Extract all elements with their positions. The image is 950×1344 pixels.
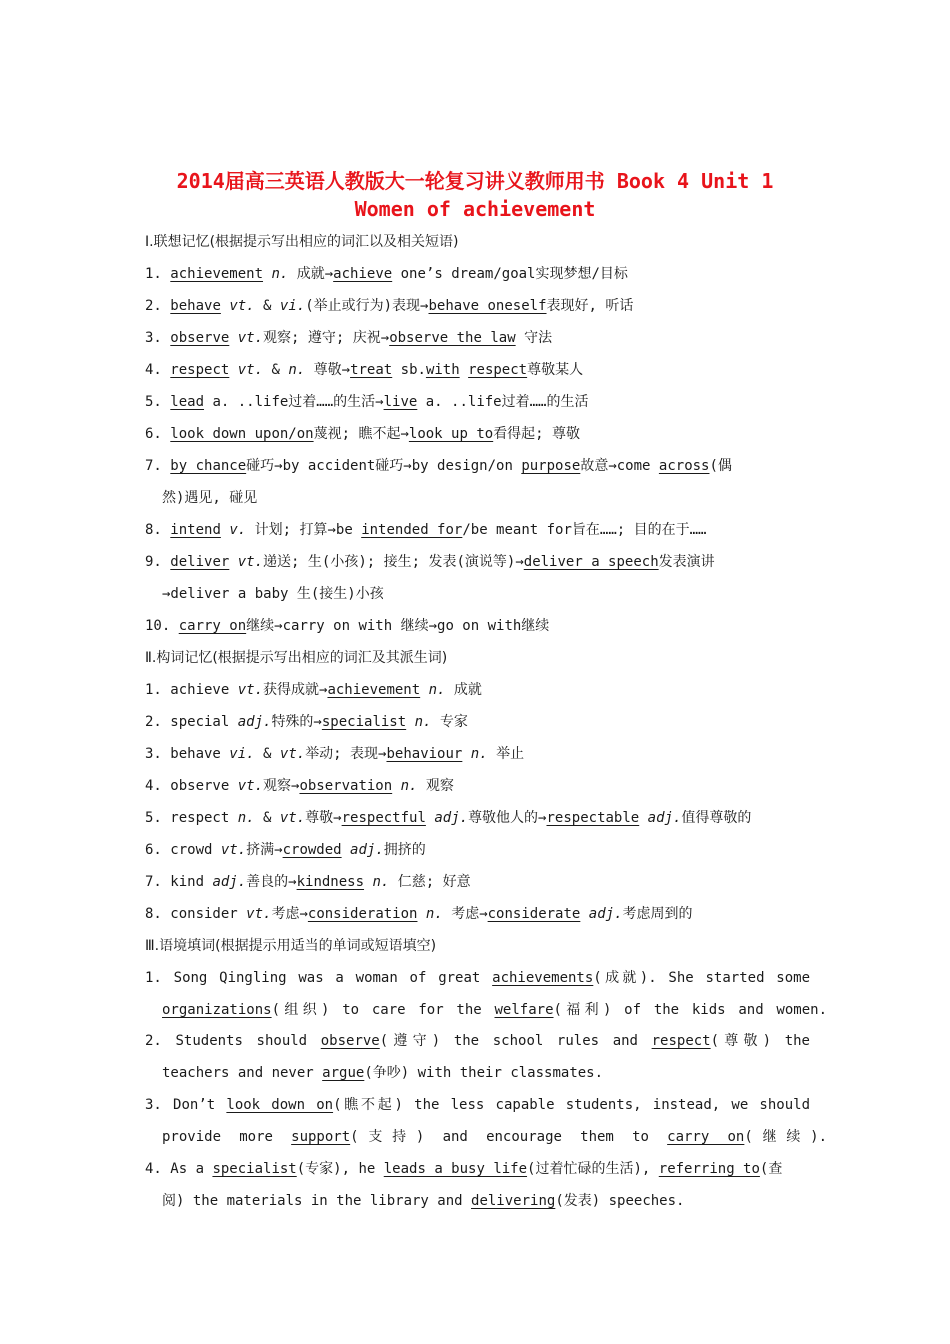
- text-span: Ⅲ.语境填词(根据提示用适当的单词或短语填空): [145, 938, 437, 954]
- part-of-speech: adj.: [434, 810, 469, 826]
- text-line: [162, 1127, 827, 1149]
- text-span: 3. behave: [145, 746, 230, 762]
- text-span: →deliver a baby 生(接生)小孩: [162, 586, 384, 602]
- answer-blank: lead: [170, 394, 205, 410]
- text-span: (支持) and encourage them to: [350, 1129, 668, 1145]
- answer-blank: leads a busy life: [383, 1161, 528, 1177]
- answer-blank: achievement: [170, 266, 264, 282]
- text-span: 5. respect: [145, 810, 238, 826]
- part-of-speech: vt.: [279, 746, 306, 762]
- part-of-speech: n.: [372, 874, 390, 890]
- text-span: 蔑视; 瞧不起→: [313, 426, 409, 442]
- answer-blank: intend: [170, 522, 221, 538]
- answer-blank: observe: [320, 1033, 380, 1049]
- answer-blank: by chance: [170, 458, 247, 474]
- answer-blank: purpose: [521, 458, 581, 474]
- part-of-speech: vt.: [246, 906, 272, 922]
- part-of-speech: vt.: [237, 778, 264, 794]
- text-span: 4.: [145, 362, 171, 378]
- text-line: [145, 872, 810, 894]
- text-span: 1.: [145, 266, 171, 282]
- part-of-speech: n.: [237, 810, 255, 826]
- text-span: (继续).: [744, 1129, 827, 1145]
- text-span: 然)遇见, 碰见: [162, 490, 258, 506]
- text-span: [639, 810, 647, 826]
- text-line: [145, 328, 810, 350]
- text-span: (发表) speeches.: [555, 1193, 685, 1209]
- text-span: (查: [759, 1161, 783, 1177]
- text-line: [145, 840, 810, 862]
- text-line: [145, 680, 810, 702]
- text-span: 3.: [145, 330, 171, 346]
- answer-blank: consideration: [307, 906, 418, 922]
- part-of-speech: n.: [425, 906, 443, 922]
- text-span: 尊敬某人: [527, 362, 584, 378]
- text-line: [145, 296, 810, 318]
- text-line: [145, 1159, 810, 1181]
- text-span: /be meant for旨在……; 目的在于……: [462, 522, 707, 538]
- text-line: [145, 744, 810, 766]
- text-span: [460, 362, 468, 378]
- text-span: 尊敬他人的→: [468, 810, 547, 826]
- part-of-speech: vi.: [229, 746, 255, 762]
- text-line: [145, 424, 810, 446]
- title-line-2: Women of achievement: [354, 197, 596, 221]
- part-of-speech: adj.: [237, 714, 272, 730]
- text-span: 故意→come: [580, 458, 659, 474]
- part-of-speech: n.: [400, 778, 418, 794]
- answer-blank: look up to: [408, 426, 494, 442]
- part-of-speech: adj.: [212, 874, 247, 890]
- answer-blank: deliver: [170, 554, 230, 570]
- text-span: 专家: [431, 714, 468, 730]
- text-span: 2. Students should: [145, 1033, 321, 1049]
- part-of-speech: n.: [288, 362, 306, 378]
- text-span: &: [254, 810, 280, 826]
- text-line: [145, 552, 810, 574]
- text-span: 阅) the materials in the library and: [162, 1193, 472, 1209]
- text-line: [162, 1191, 827, 1213]
- answer-blank: respect: [170, 362, 230, 378]
- text-line: [145, 808, 810, 830]
- text-line: [162, 1000, 827, 1022]
- text-span: &: [254, 298, 280, 314]
- text-span: (组织) to care for the: [271, 1002, 495, 1018]
- text-span: 观察→: [263, 778, 300, 794]
- text-line: [145, 1031, 810, 1053]
- text-line: [145, 1095, 810, 1117]
- text-span: 值得尊敬的: [681, 810, 752, 826]
- answer-blank: look down upon/on: [170, 426, 314, 442]
- text-span: a. ..life过着……的生活→: [204, 394, 384, 410]
- text-span: [342, 842, 350, 858]
- part-of-speech: n.: [271, 266, 289, 282]
- section-heading: [145, 648, 810, 670]
- text-span: Ⅱ.构词记忆(根据提示写出相应的词汇及其派生词): [145, 650, 448, 666]
- text-line: [145, 776, 810, 798]
- text-span: 举动; 表现→: [305, 746, 387, 762]
- part-of-speech: vt.: [279, 810, 306, 826]
- text-span: 7.: [145, 458, 171, 474]
- text-span: 守法: [515, 330, 553, 346]
- section-heading: [145, 936, 810, 958]
- answer-blank: across: [658, 458, 710, 474]
- answer-blank: referring to: [658, 1161, 760, 1177]
- text-span: [392, 778, 400, 794]
- answer-blank: crowded: [282, 842, 342, 858]
- text-span: [229, 330, 237, 346]
- answer-blank: respect: [651, 1033, 711, 1049]
- answer-blank: with: [425, 362, 460, 378]
- text-span: 发表演讲: [658, 554, 715, 570]
- answer-blank: argue: [322, 1065, 365, 1081]
- text-span: (成就). She started some: [593, 970, 811, 986]
- text-span: 仁慈; 好意: [389, 874, 471, 890]
- answer-blank: carry on: [667, 1129, 745, 1145]
- text-span: (争吵) with their classmates.: [364, 1065, 604, 1081]
- text-span: 4. observe: [145, 778, 238, 794]
- answer-blank: observe: [170, 330, 230, 346]
- answer-blank: welfare: [494, 1002, 554, 1018]
- part-of-speech: v.: [229, 522, 247, 538]
- text-line: [145, 392, 810, 414]
- title-line-1: 2014届高三英语人教版大一轮复习讲义教师用书 Book 4 Unit 1: [176, 169, 774, 193]
- part-of-speech: vi.: [279, 298, 306, 314]
- answer-blank: intended for: [361, 522, 463, 538]
- text-span: 递送; 生(小孩); 接生; 发表(演说等)→: [263, 554, 524, 570]
- answer-blank: treat: [350, 362, 393, 378]
- answer-blank: specialist: [321, 714, 407, 730]
- text-span: a. ..life过着……的生活: [417, 394, 589, 410]
- answer-blank: kindness: [296, 874, 365, 890]
- answer-blank: observation: [299, 778, 393, 794]
- text-span: (专家), he: [296, 1161, 384, 1177]
- answer-blank: organizations: [162, 1002, 272, 1018]
- text-line: [145, 968, 810, 990]
- text-span: [229, 554, 237, 570]
- text-span: [420, 682, 428, 698]
- part-of-speech: n.: [414, 714, 432, 730]
- part-of-speech: vt.: [237, 330, 264, 346]
- text-span: (过着忙碌的生活),: [527, 1161, 659, 1177]
- text-span: 3. Don’t: [145, 1097, 227, 1113]
- text-span: 举止: [487, 746, 525, 762]
- answer-blank: deliver a speech: [523, 554, 659, 570]
- answer-blank: achievements: [492, 970, 594, 986]
- text-line: [162, 488, 827, 510]
- text-span: 尊敬→: [305, 362, 351, 378]
- text-span: (举止或行为)表现→: [305, 298, 429, 314]
- text-span: 尊敬→: [305, 810, 342, 826]
- text-line: [162, 1063, 827, 1085]
- answer-blank: delivering: [471, 1193, 556, 1209]
- text-span: (遵守) the school rules and: [379, 1033, 652, 1049]
- text-span: [229, 362, 237, 378]
- text-span: 计划; 打算→be: [246, 522, 362, 538]
- text-span: 4. As a: [145, 1161, 213, 1177]
- text-span: (福利) of the kids and women.: [553, 1002, 827, 1018]
- text-span: 成就→: [288, 266, 334, 282]
- text-span: sb.: [392, 362, 426, 378]
- text-line: [145, 712, 810, 734]
- text-span: 观察; 遵守; 庆祝→: [263, 330, 390, 346]
- text-span: 1. Song Qingling was a woman of great: [145, 970, 493, 986]
- text-span: one’s dream/goal实现梦想/目标: [392, 266, 628, 282]
- text-span: provide more: [162, 1129, 292, 1145]
- text-span: 2. special: [145, 714, 238, 730]
- part-of-speech: adj.: [647, 810, 682, 826]
- text-span: 获得成就→: [263, 682, 328, 698]
- answer-blank: specialist: [212, 1161, 297, 1177]
- text-line: [145, 520, 810, 542]
- text-span: 5.: [145, 394, 171, 410]
- text-span: [580, 906, 588, 922]
- answer-blank: respect: [468, 362, 528, 378]
- text-span: [406, 714, 414, 730]
- text-span: 表现好, 听话: [546, 298, 634, 314]
- answer-blank: behaviour: [386, 746, 463, 762]
- answer-blank: live: [383, 394, 418, 410]
- text-span: (尊敬) the: [710, 1033, 810, 1049]
- text-line: [145, 904, 810, 926]
- answer-blank: carry on: [178, 618, 247, 634]
- text-span: 10.: [145, 618, 179, 634]
- part-of-speech: adj.: [588, 906, 623, 922]
- text-span: 继续→carry on with 继续→go on with继续: [246, 618, 550, 634]
- text-span: [417, 906, 425, 922]
- part-of-speech: vt.: [220, 842, 247, 858]
- text-span: (瞧不起) the less capable students, instead, we should: [333, 1097, 811, 1113]
- text-span: &: [254, 746, 280, 762]
- part-of-speech: n.: [470, 746, 488, 762]
- part-of-speech: vt.: [237, 682, 264, 698]
- answer-blank: behave: [170, 298, 221, 314]
- text-line: [145, 264, 810, 286]
- answer-blank: look down on: [226, 1097, 334, 1113]
- text-line: [145, 616, 810, 638]
- text-span: 8. consider: [145, 906, 247, 922]
- answer-blank: support: [291, 1129, 351, 1145]
- part-of-speech: vt.: [237, 362, 264, 378]
- text-line: [145, 360, 810, 382]
- text-span: 考虑周到的: [622, 906, 693, 922]
- text-span: 考虑→: [442, 906, 488, 922]
- text-span: 碰巧→by accident碰巧→by design/on: [246, 458, 522, 474]
- text-span: 挤满→: [246, 842, 283, 858]
- part-of-speech: vt.: [237, 554, 264, 570]
- text-span: teachers and never: [162, 1065, 323, 1081]
- text-span: 观察: [417, 778, 454, 794]
- part-of-speech: n.: [428, 682, 446, 698]
- answer-blank: achievement: [327, 682, 421, 698]
- part-of-speech: adj.: [350, 842, 384, 858]
- part-of-speech: vt.: [229, 298, 255, 314]
- text-line: [162, 584, 827, 606]
- text-span: Ⅰ.联想记忆(根据提示写出相应的词汇以及相关短语): [145, 234, 459, 250]
- section-heading: [145, 232, 810, 254]
- text-line: [145, 456, 810, 478]
- text-span: 6.: [145, 426, 171, 442]
- text-span: 7. kind: [145, 874, 213, 890]
- text-span: 拥挤的: [383, 842, 426, 858]
- text-span: &: [263, 362, 289, 378]
- text-span: 1. achieve: [145, 682, 238, 698]
- text-span: 考虑→: [271, 906, 308, 922]
- answer-blank: considerate: [487, 906, 581, 922]
- text-span: 看得起; 尊敬: [493, 426, 581, 442]
- text-span: (偶: [709, 458, 732, 474]
- text-span: 特殊的→: [271, 714, 322, 730]
- text-span: 成就: [445, 682, 482, 698]
- text-span: [462, 746, 470, 762]
- answer-blank: respectable: [546, 810, 640, 826]
- answer-blank: achieve: [333, 266, 393, 282]
- text-span: 8.: [145, 522, 171, 538]
- text-span: 6. crowd: [145, 842, 221, 858]
- answer-blank: observe the law: [389, 330, 516, 346]
- text-span: 2.: [145, 298, 171, 314]
- text-span: 善良的→: [246, 874, 297, 890]
- answer-blank: behave oneself: [428, 298, 547, 314]
- text-span: 9.: [145, 554, 171, 570]
- answer-blank: respectful: [341, 810, 426, 826]
